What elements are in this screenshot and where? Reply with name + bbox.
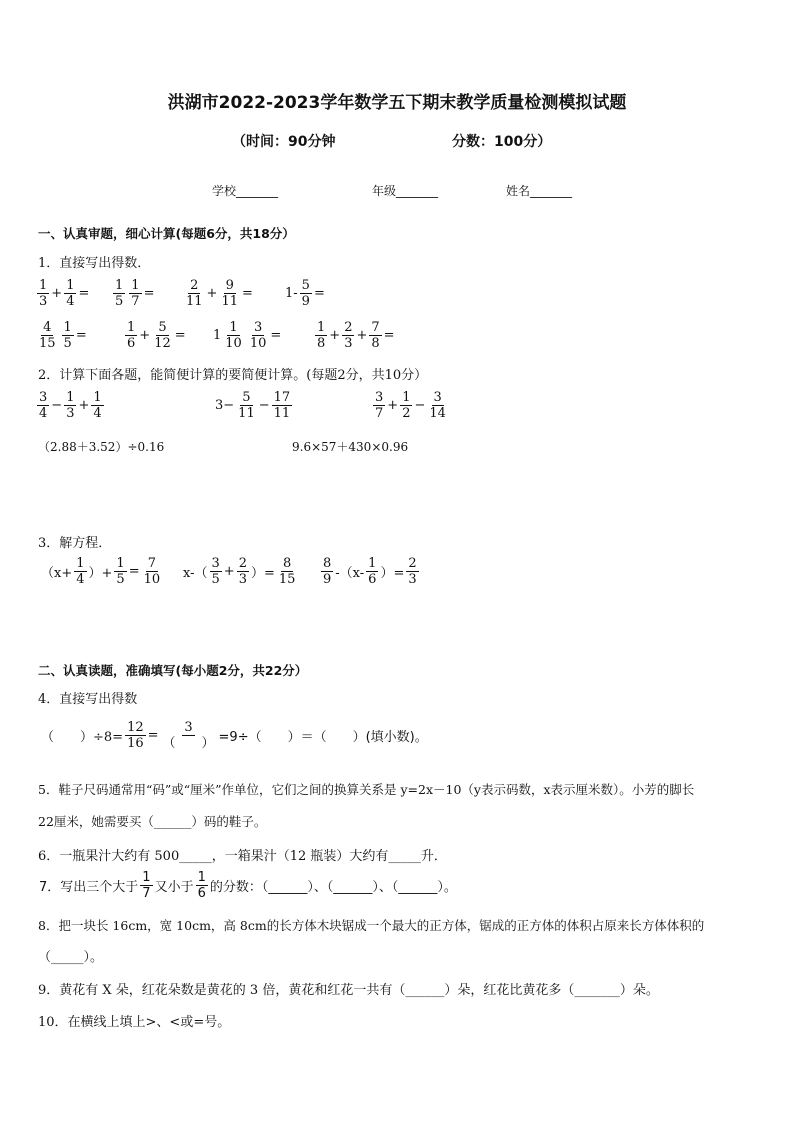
question-8-line-1: 8．把一块长 16cm，宽 10cm，高 8cm的长方体木块锯成一个最大的正方体，锯成的正方体的体积占原来长方体体积的 (38, 918, 705, 933)
question-1: 1．直接写出得数． (38, 256, 151, 271)
fraction: $\frac{3}{4}$ (39, 390, 48, 421)
page-title: 洪湖市2022-2023学年数学五下期末教学质量检测模拟试题 (167, 93, 627, 113)
fraction: $\frac{2}{3}$ (344, 320, 353, 351)
question-5-line-1: 5．鞋子尺码通常用“码”或“厘米”作单位，它们之间的换算关系是 y=2x－10（y表示码数，x表示厘米数）。小芳的脚长 (38, 782, 695, 797)
fraction: $\frac{1}{8}$ (317, 320, 326, 351)
q2-expr-5: 9.6×57＋430×0.96 (292, 440, 409, 454)
fraction: $\frac{1}{7}$ (142, 870, 151, 901)
q1-item-5: $\frac{4}{15}$ $\frac{1}{5}$ = (39, 320, 87, 351)
q1-item-4: 1- $\frac{5}{9}$ = (285, 278, 325, 309)
q1-item-1: $\frac{1}{3}$ + $\frac{1}{4}$ = (39, 278, 90, 309)
q2-expr-2: 3− $\frac{5}{11}$ − $\frac{17}{11}$ (215, 390, 291, 421)
fraction: $\frac{1}{2}$ (402, 390, 411, 421)
grade-field[interactable]: 年级_______ (372, 184, 439, 198)
fraction: $\frac{5}{9}$ (301, 278, 310, 309)
fraction: $\frac{8}{9}$ (323, 556, 332, 587)
fraction: $\frac{1}{7}$ (131, 278, 140, 309)
fraction: $\frac{1}{5}$ (116, 556, 125, 587)
fraction: $\frac{1}{6}$ (197, 870, 206, 901)
section-1-heading: 一、认真审题，细心计算(每题6分，共18分） (38, 226, 295, 241)
fraction: $\frac{2}{3}$ (408, 556, 417, 587)
section-2-heading: 二、认真读题，准确填写(每小题2分，共22分） (38, 663, 308, 678)
q2-expr-1: $\frac{3}{4}$ − $\frac{1}{3}$ + $\frac{1}{4}$ (39, 390, 102, 421)
fraction: $\frac{1}{4}$ (66, 278, 75, 309)
fraction: $\frac{3}{7}$ (375, 390, 384, 421)
question-9: 9．黄花有 X 朵，红花朵数是黄花的 3 倍，黄花和红花一共有（______）朵，红花比黄花多（_______）朵。 (38, 983, 659, 998)
fraction: $\frac{7}{10}$ (143, 556, 161, 587)
score-label: 分数：100分） (452, 134, 552, 150)
school-field[interactable]: 学校_______ (212, 184, 279, 198)
question-6: 6．一瓶果汁大约有 500_____，一箱果汁（12 瓶装）大约有_____升． (38, 849, 447, 864)
question-4: 4．直接写出得数 (38, 692, 138, 707)
q1-item-8: $\frac{1}{8}$ + $\frac{2}{3}$ + $\frac{7}{8}$ = (317, 320, 395, 351)
fraction: $\frac{1}{6}$ (368, 556, 377, 587)
question-8-line-2: （_____）。 (38, 950, 104, 965)
question-5-line-2: 22厘米，她需要买（______）码的鞋子。 (38, 814, 267, 829)
fraction: $\frac{3}{14}$ (429, 390, 446, 421)
fraction: $\frac{2}{3}$ (238, 556, 247, 587)
q1-item-3: $\frac{2}{11}$ + $\frac{9}{11}$ = (186, 278, 253, 309)
fraction: $\frac{9}{11}$ (221, 278, 238, 309)
fraction: $\frac{7}{8}$ (371, 320, 380, 351)
fraction: $\frac{12}{16}$ (127, 720, 144, 751)
question-10: 10．在横线上填上>、<或=号。 (38, 1015, 231, 1030)
q3-equation-1: （x+ $\frac{1}{4}$ ）+ $\frac{1}{5}$ = $\frac{7}{10}$ (41, 556, 161, 587)
fraction: $\frac{5}{12}$ (154, 320, 171, 351)
time-label: （时间：90分钟 (232, 134, 336, 150)
q3-equation-2: x-（ $\frac{3}{5}$ + $\frac{2}{3}$ ）= $\frac{8}{15}$ (183, 556, 296, 587)
fraction: $\frac{2}{11}$ (186, 278, 203, 309)
q1-item-6: $\frac{1}{6}$ + $\frac{5}{12}$ = (127, 320, 186, 351)
q1-item-2: $\frac{1}{5}$ $\frac{1}{7}$ = (115, 278, 155, 309)
question-7: 7．写出三个大于 $\frac{1}{7}$ 又小于 $\frac{1}{6}$ 的分数：（______）、（______）、（______）。 (39, 870, 457, 901)
q3-equation-3: $\frac{8}{9}$ -（x- $\frac{1}{6}$ ）= $\frac{2}{3}$ (323, 556, 417, 587)
fraction: $\frac{1}{6}$ (127, 320, 136, 351)
fraction: $\frac{8}{15}$ (278, 556, 296, 587)
q1-item-7: 1 $\frac{1}{10}$ $\frac{3}{10}$ = (213, 320, 282, 351)
q2-expr-3: $\frac{3}{7}$ + $\frac{1}{2}$ − $\frac{3}{14}$ (375, 390, 446, 421)
fraction: $\frac{5}{11}$ (238, 390, 255, 421)
fraction: $\frac{1}{4}$ (93, 390, 102, 421)
question-2: 2．计算下面各题，能简便计算的要简便计算。(每题2分，共10分） (38, 368, 428, 383)
fraction: $\frac{1}{3}$ (66, 390, 75, 421)
fraction: $\frac{1}{5}$ (63, 320, 72, 351)
question-3: 3．解方程． (38, 536, 112, 551)
fraction: $\frac{17}{11}$ (273, 390, 291, 421)
fraction: $\frac{1}{5}$ (115, 278, 124, 309)
q4-line: （ ）÷8= $\frac{12}{16}$ = 3 （ ） =9÷（ ）＝（ ）(填小数)。 (41, 720, 428, 751)
fraction: $\frac{1}{4}$ (76, 556, 85, 587)
fraction: $\frac{3}{5}$ (211, 556, 220, 587)
fraction: $\frac{1}{3}$ (39, 278, 48, 309)
fraction: $\frac{1}{10}$ (225, 320, 242, 351)
fraction: 3 （ ） (162, 720, 215, 751)
fraction: $\frac{4}{15}$ (39, 320, 56, 351)
q2-expr-4: （2.88＋3.52）÷0.16 (38, 440, 165, 454)
fraction: $\frac{3}{10}$ (249, 320, 267, 351)
name-field[interactable]: 姓名_______ (506, 184, 573, 198)
